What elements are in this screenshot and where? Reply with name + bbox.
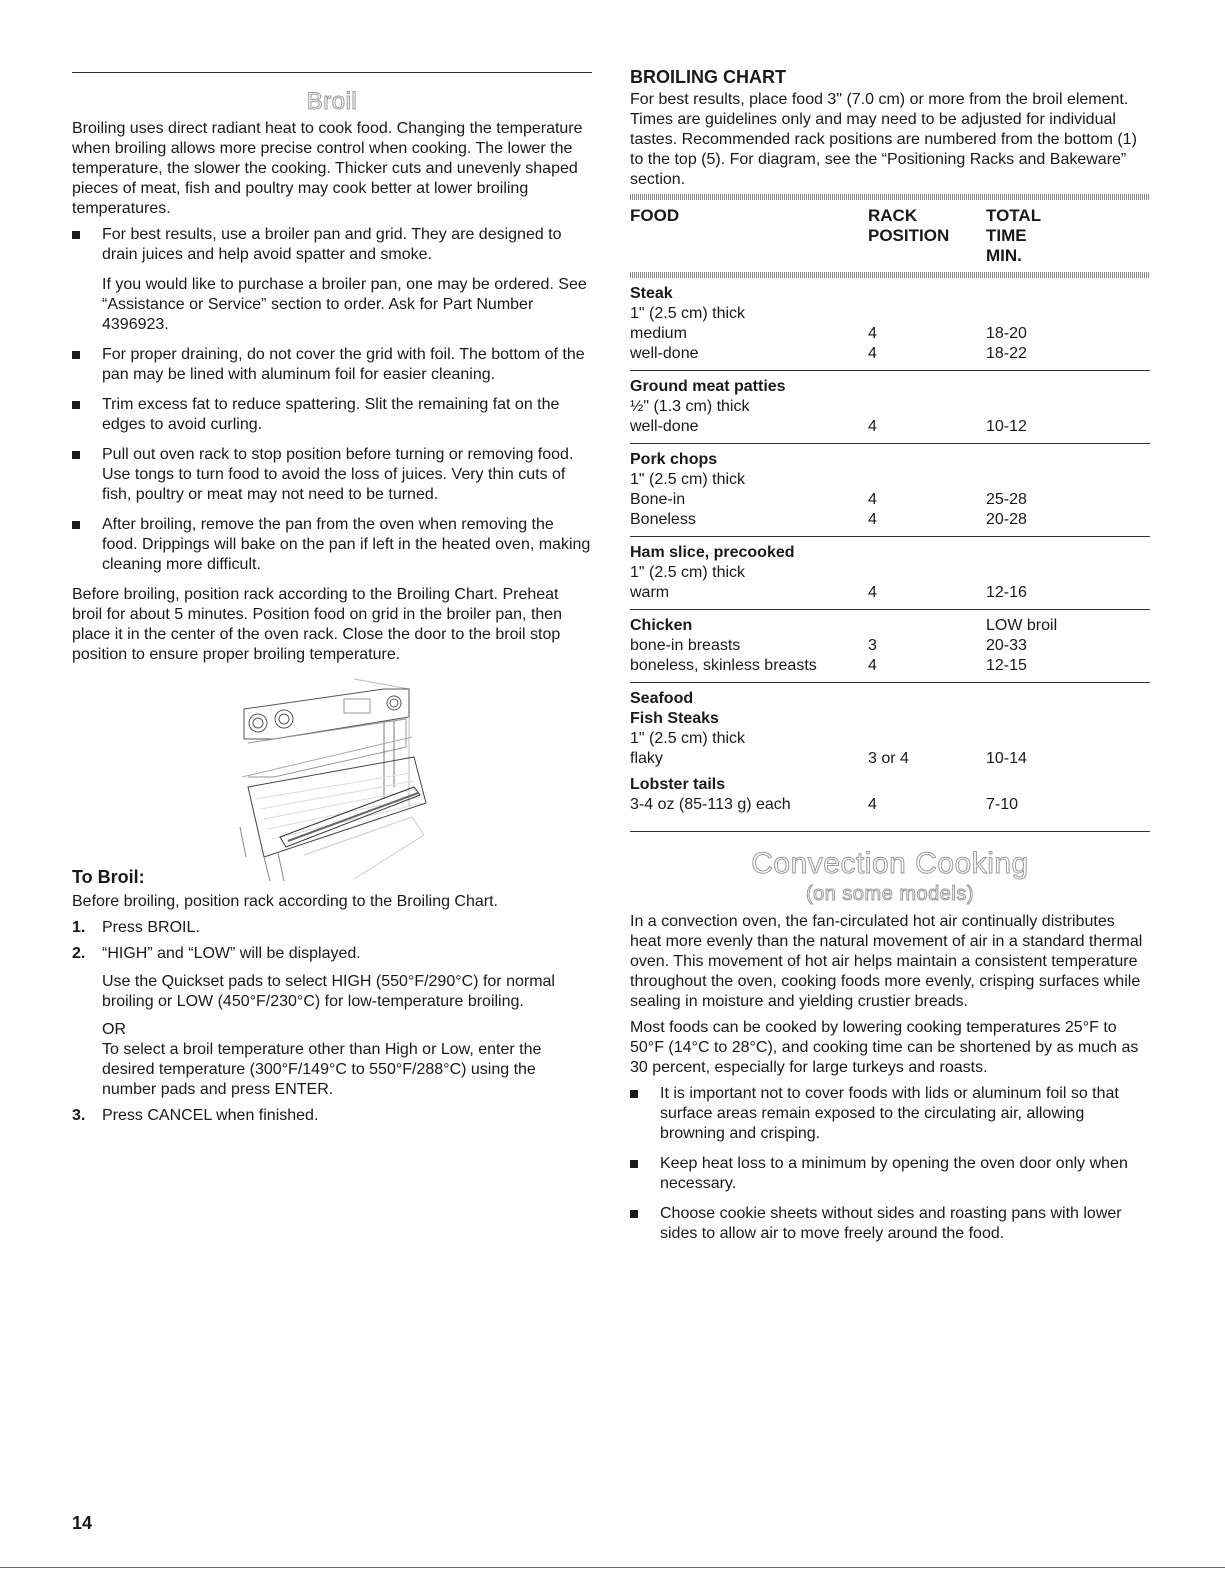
food-cell: Ground meat patties [630,378,786,395]
table-row [630,397,1150,417]
list-item: 2. “HIGH” and “LOW” will be displayed. Use the Quickset pads to select HIGH (550°F/290°C) for normal broiling or LOW (450°F/230°C) for low-temperature broiling. OR To select a broil temperature other than High or Low, enter the desired temperature (300°F/149°C to 550°F/288°C) using the number pads and press ENTER. [72,944,592,1100]
rack-cell: 3 or 4 [868,750,909,767]
list-item: For best results, use a broiler pan and grid. They are designed to drain juices and help avoid spatter and smoke. If you would like to purchase a broiler pan, one may be ordered. See “Assistance or Service” section to order. Ask for Part Number 4396923. [72,225,592,335]
time-cell [986,397,1150,417]
time-cell [986,709,1150,729]
table-row [630,450,1150,470]
food-cell: medium [630,325,687,342]
rack-cell: 3 [868,637,877,654]
time-cell [986,284,1150,304]
or-label: OR [102,1021,126,1038]
table-row [630,417,1150,437]
rack-cell: 4 [868,796,877,813]
food-cell: Bone-in [630,491,686,508]
chart-and-convection-column [630,66,1150,1254]
rack-cell [868,616,986,636]
to-broil-intro: Before broiling, position rack according to the Broiling Chart. [72,893,498,910]
broiling-table-header [630,200,1150,272]
broil-steps-list [72,918,592,1126]
broil-tips-list [72,225,592,575]
table-row [630,543,1150,563]
table-row [630,583,1150,603]
table-row [630,284,1150,304]
rack-cell: 4 [868,511,877,528]
table-group [630,444,1150,537]
table-row [630,563,1150,583]
time-cell: 7-10 [986,796,1019,813]
food-cell: 1" (2.5 cm) thick [630,564,746,581]
food-cell: Lobster tails [630,776,726,793]
table-row [630,709,1150,729]
rack-cell [868,450,986,470]
rack-cell [868,284,986,304]
rack-cell: 4 [868,491,877,508]
time-cell: 20-33 [986,637,1027,654]
table-row [630,510,1150,530]
convection-temperature-note: Most foods can be cooked by lowering cooking temperatures 25°F to 50°F (14°C to 28°C), and cooking time can be shortened by as much as 30 percent, especially for large turkeys and roasts. [630,1019,1139,1076]
broiling-table-body [630,278,1150,821]
rack-cell: 4 [868,584,877,601]
list-item: It is important not to cover foods with lids or aluminum foil so that surface areas remain exposed to the circulating air, allowing browning and crisping. [630,1084,1150,1144]
food-cell: Pork chops [630,451,718,468]
convection-heading: Convection Cooking [751,847,1029,880]
rack-cell [868,397,986,417]
food-cell: Ham slice, precooked [630,544,795,561]
list-item: Keep heat loss to a minimum by opening the oven door only when necessary. [630,1154,1150,1194]
list-item: Choose cookie sheets without sides and roasting pans with lower sides to allow air to move freely around the food. [630,1204,1150,1244]
rack-cell: 4 [868,325,877,342]
broiling-chart-title: BROILING CHART [630,67,786,87]
table-row [630,775,1150,795]
rack-cell: 4 [868,657,877,674]
rack-cell [868,377,986,397]
food-cell: Fish Steaks [630,710,719,727]
table-end-rule [630,831,1150,832]
table-group [630,537,1150,610]
table-row [630,795,1150,815]
food-cell: Steak [630,285,673,302]
table-row [630,344,1150,364]
rack-cell [868,563,986,583]
convection-intro: In a convection oven, the fan-circulated hot air continually distributes heat more evenly than the natural movement of air in a standard thermal oven. This movement of hot air helps maintain a consistent temperature throughout the oven, cooking foods more evenly, crisping surfaces while sealing in moisture and yielding crustier breads. [630,913,1143,1010]
broil-intro: Broiling uses direct radiant heat to cook food. Changing the temperature when broiling allows more precise control when cooking. The lower the temperature, the slower the cooking. Thicker cuts and unevenly shaped pieces of meat, fish and poultry may cook better at lower broiling temperatures. [72,120,583,217]
food-cell: 1" (2.5 cm) thick [630,471,746,488]
food-cell: flaky [630,750,663,767]
custom-temp-instructions: To select a broil temperature other than High or Low, enter the desired temperature (300°F/149°C to 550°F/288°C) using the number pads and press ENTER. [102,1041,542,1098]
time-cell [986,304,1150,324]
rack-cell [868,709,986,729]
table-row [630,490,1150,510]
convection-subheading: (on some models) [805,883,975,905]
food-cell: well-done [630,418,699,435]
list-item: 3. Press CANCEL when finished. [72,1107,319,1124]
food-cell: Seafood [630,690,694,707]
time-cell: 12-16 [986,584,1027,601]
rack-cell [868,729,986,749]
food-cell: Chicken [630,617,693,634]
food-cell: well-done [630,345,699,362]
table-group [630,371,1150,444]
column-header-total-time: TOTAL TIME MIN. [986,206,1042,265]
food-cell: 1" (2.5 cm) thick [630,305,746,322]
rack-cell [868,304,986,324]
top-divider [72,72,592,73]
food-cell: warm [630,584,670,601]
list-item: Trim excess fat to reduce spattering. Slit the remaining fat on the edges to avoid curling. [72,395,592,435]
table-row [630,689,1150,709]
broiler-pan-order-note: If you would like to purchase a broiler pan, one may be ordered. See “Assistance or Service” section to order. Ask for Part Number 4396923. [102,276,587,333]
time-cell [986,543,1150,563]
before-broiling-text: Before broiling, position rack according to the Broiling Chart. Preheat broil for about 5 minutes. Position food on grid in the broiler pan, then place it in the center of the oven rack. Close the door to the broil stop position to ensure proper broiling temperature. [72,586,563,663]
page-bottom-rule [0,1567,1225,1568]
quickset-instructions: Use the Quickset pads to select HIGH (550°F/290°C) for normal broiling or LOW (450°F/230°C) for low-temperature broiling. [102,973,555,1010]
page-number: 14 [72,1513,93,1533]
table-row [630,304,1150,324]
food-cell: 1" (2.5 cm) thick [630,730,746,747]
table-row [630,324,1150,344]
table-group [630,278,1150,371]
time-cell: 12-15 [986,657,1027,674]
time-cell [986,775,1150,795]
time-cell: 18-20 [986,325,1027,342]
table-row [630,636,1150,656]
table-row [630,656,1150,676]
table-row [630,377,1150,397]
convection-headings [630,846,1150,906]
rack-cell: 4 [868,418,877,435]
time-cell: 18-22 [986,345,1027,362]
food-cell: ½" (1.3 cm) thick [630,398,750,415]
food-cell: boneless, skinless breasts [630,657,817,674]
time-cell [986,470,1150,490]
list-item: Pull out oven rack to stop position before turning or removing food. Use tongs to turn food to avoid the loss of juices. Very thin cuts of fish, poultry or meat may not need to be turned. [72,445,592,505]
column-header-rack-position: RACK POSITION [868,206,950,245]
time-cell: 10-14 [986,750,1027,767]
time-cell: 25-28 [986,491,1027,508]
food-cell: Boneless [630,511,696,528]
broiling-chart-intro: For best results, place food 3" (7.0 cm) or more from the broil element. Times are guidelines only and may need to be adjusted for individual tastes. Recommended rack positions are numbered from the bottom (1) to the top (5). For diagram, see the “Positioning Racks and Bakeware” section. [630,91,1137,188]
time-cell [986,450,1150,470]
time-cell: 20-28 [986,511,1027,528]
table-row [630,749,1150,769]
time-cell: LOW broil [986,617,1058,634]
oven-illustration [234,677,444,882]
table-row [630,616,1150,636]
food-cell: 3-4 oz (85-113 g) each [630,796,791,813]
time-cell [986,689,1150,709]
rack-cell [868,775,986,795]
column-header-food: FOOD [630,206,680,225]
time-cell: 10-12 [986,418,1027,435]
rack-cell [868,689,986,709]
time-cell [986,377,1150,397]
rack-cell [868,470,986,490]
list-item: For proper draining, do not cover the grid with foil. The bottom of the pan may be lined with aluminum foil for easier cleaning. [72,345,592,385]
rack-cell [868,543,986,563]
table-row [630,470,1150,490]
broil-heading: Broil [306,88,358,115]
convection-tips-list [630,1084,1150,1244]
list-item: 1. Press BROIL. [72,919,200,936]
rack-cell: 4 [868,345,877,362]
food-cell: bone-in breasts [630,637,741,654]
time-cell [986,729,1150,749]
table-group [630,610,1150,683]
broil-column [72,72,592,1132]
table-row [630,729,1150,749]
list-item: After broiling, remove the pan from the oven when removing the food. Drippings will bake on the pan if left in the heated oven, making cleaning more difficult. [72,515,592,575]
to-broil-heading: To Broil: [72,867,145,887]
table-group [630,683,1150,821]
time-cell [986,563,1150,583]
